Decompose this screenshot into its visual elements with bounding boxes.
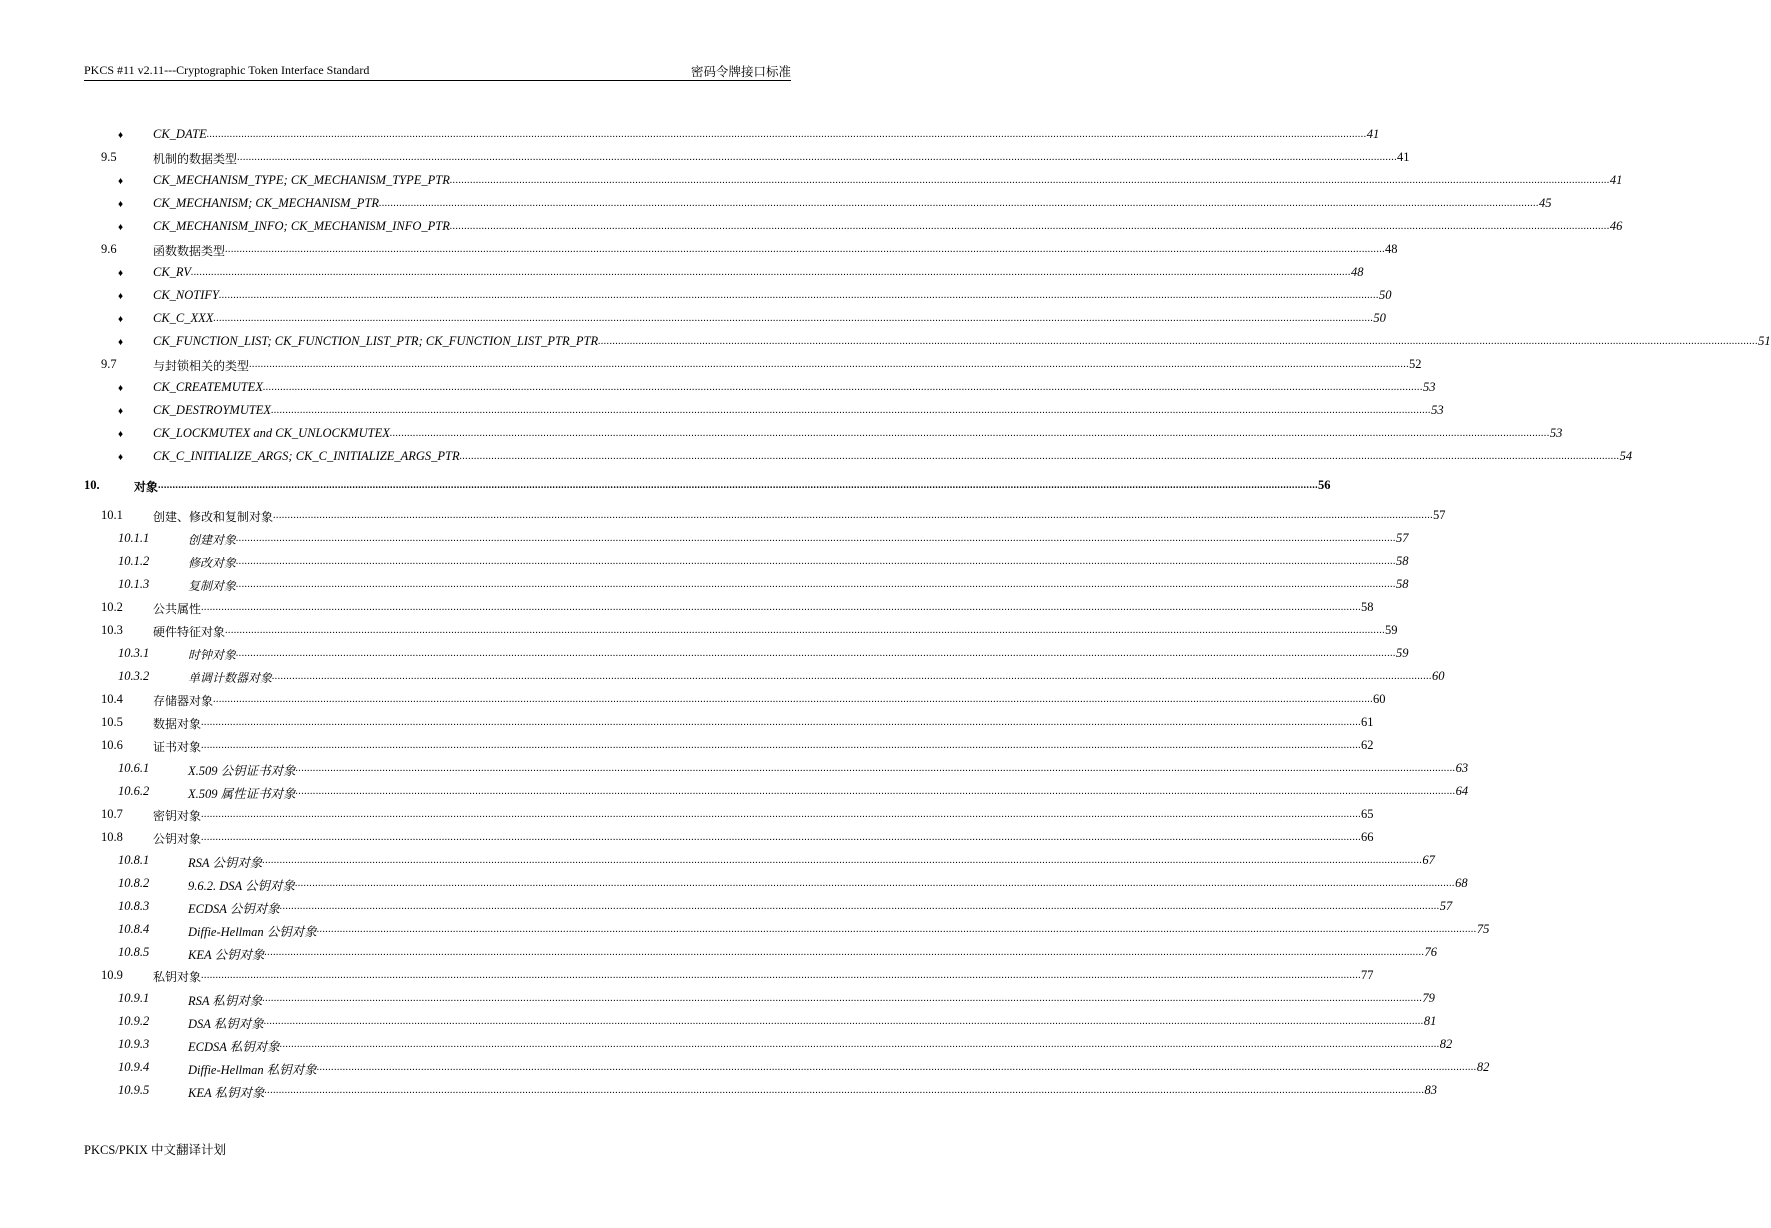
toc-entry[interactable] [0, 528, 1409, 551]
page-footer: PKCS/PKIX 中文翻译计划 [84, 1143, 227, 1157]
toc-entry[interactable] [0, 689, 1386, 712]
dot-leader: ................................................................................................................................................................................................................................................................................................................................................................................................................ [271, 405, 1432, 416]
toc-entry[interactable] [0, 475, 1331, 503]
dot-leader: ................................................................................................................................................................................................................................................................................................................................................................................................................ [213, 694, 1374, 705]
toc-entry-title: Diffie-Hellman 公钥对象 [188, 925, 317, 939]
toc-entry-page-number: 60 [1373, 692, 1386, 706]
toc-entry-leader-line [153, 311, 1386, 327]
toc-entry-title: CK_MECHANISM; CK_MECHANISM_PTR [153, 196, 380, 210]
toc-entry-title: CK_DESTROYMUTEX [153, 403, 272, 417]
toc-entry[interactable] [0, 1034, 1453, 1057]
toc-entry[interactable] [0, 827, 1374, 850]
toc-entry[interactable] [0, 1080, 1438, 1103]
toc-entry-title: 与封锁相关的类型 [153, 359, 250, 373]
toc-entry[interactable] [0, 423, 1563, 446]
toc-entry[interactable] [0, 193, 1552, 216]
toc-entry-leader-line [153, 150, 1410, 167]
toc-entry[interactable] [0, 735, 1374, 758]
toc-entry-title: RSA 公钥对象 [188, 856, 263, 870]
toc-entry-number: 10.5 [101, 715, 123, 729]
toc-entry-number: 10.9.2 [118, 1014, 150, 1028]
toc-entry-leader-line [188, 991, 1435, 1009]
dot-leader: ................................................................................................................................................................................................................................................................................................................................................................................................................ [201, 832, 1362, 843]
dot-leader: ................................................................................................................................................................................................................................................................................................................................................................................................................ [263, 1016, 1424, 1027]
toc-entry-page-number: 58 [1361, 600, 1374, 614]
toc-entry-leader-line [153, 807, 1374, 824]
dot-leader: ................................................................................................................................................................................................................................................................................................................................................................................................................ [237, 152, 1398, 163]
toc-entry[interactable] [0, 850, 1435, 873]
toc-entry-title: CK_LOCKMUTEX and CK_UNLOCKMUTEX [153, 426, 390, 440]
toc-entry-title: DSA 私钥对象 [188, 1017, 264, 1031]
toc-entry-page-number: 50 [1379, 288, 1392, 302]
toc-entry-leader-line [153, 623, 1398, 640]
toc-entry-title: CK_NOTIFY [153, 288, 219, 302]
toc-entry-leader-line [153, 968, 1374, 985]
dot-leader: ................................................................................................................................................................................................................................................................................................................................................................................................................ [295, 878, 1456, 889]
toc-entry[interactable] [0, 1057, 1490, 1080]
toc-entry-number: 10.6.2 [118, 784, 150, 798]
toc-entry-page-number: 65 [1361, 807, 1374, 821]
toc-entry-page-number: 81 [1423, 1014, 1437, 1028]
toc-entry-title: 创建、修改和复制对象 [153, 510, 274, 524]
toc-entry-title: 存储器对象 [153, 694, 214, 708]
page-header [84, 62, 791, 81]
bullet-icon: ♦ [118, 337, 124, 348]
toc-entry-leader-line [153, 715, 1374, 732]
toc-entry-title: CK_DATE [153, 127, 207, 141]
toc-entry-title: 单调计数器对象 [188, 671, 273, 685]
toc-entry[interactable] [0, 551, 1409, 574]
toc-entry-number: 10.8.5 [118, 945, 150, 959]
toc-entry-title: CK_C_XXX [153, 311, 214, 325]
toc-entry[interactable] [0, 942, 1438, 965]
toc-entry-title: 密钥对象 [153, 809, 202, 823]
toc-entry-title: CK_CREATEMUTEX [153, 380, 263, 394]
toc-entry-title: RSA 私钥对象 [188, 994, 263, 1008]
toc-entry[interactable] [0, 712, 1374, 735]
toc-entry-number: 9.5 [101, 150, 117, 164]
toc-entry-leader-line [188, 876, 1468, 894]
toc-entry-number: 10.2 [101, 600, 123, 614]
toc-entry-title: CK_MECHANISM_INFO; CK_MECHANISM_INFO_PTR [153, 219, 450, 233]
header-document-title: PKCS #11 v2.11---Cryptographic Token Interface Standard [84, 63, 370, 77]
bullet-icon: ♦ [118, 176, 124, 187]
table-of-contents [0, 124, 1771, 1103]
toc-entry-page-number: 53 [1422, 380, 1436, 394]
toc-entry-title: KEA 公钥对象 [188, 948, 265, 962]
toc-entry-page-number: 51 [1758, 334, 1771, 348]
toc-entry-page-number: 48 [1350, 265, 1364, 279]
toc-entry-number: 10.8.4 [118, 922, 150, 936]
toc-entry-leader-line [153, 173, 1623, 189]
dot-leader: ................................................................................................................................................................................................................................................................................................................................................................................................................ [279, 1039, 1440, 1050]
toc-entry-leader-line [153, 508, 1446, 525]
dot-leader: ................................................................................................................................................................................................................................................................................................................................................................................................................ [316, 1062, 1477, 1073]
toc-entry-number: 10.1 [101, 508, 123, 522]
bullet-icon: ♦ [118, 130, 124, 141]
toc-entry-title: ECDSA 私钥对象 [188, 1040, 280, 1054]
dot-leader: ................................................................................................................................................................................................................................................................................................................................................................................................................ [249, 359, 1410, 370]
toc-entry-page-number: 59 [1396, 646, 1409, 660]
toc-entry-number: 10.9.3 [118, 1037, 150, 1051]
toc-entry-page-number: 83 [1424, 1083, 1438, 1097]
bullet-icon: ♦ [118, 222, 124, 233]
toc-entry[interactable] [0, 147, 1410, 170]
toc-entry[interactable] [0, 597, 1374, 620]
toc-entry-leader-line [188, 1014, 1437, 1032]
toc-entry-leader-line [153, 426, 1563, 442]
toc-entry-page-number: 67 [1422, 853, 1435, 867]
toc-entry[interactable] [0, 965, 1374, 988]
toc-entry[interactable] [0, 505, 1446, 528]
dot-leader: ................................................................................................................................................................................................................................................................................................................................................................................................................ [262, 382, 1423, 393]
toc-entry-leader-line [153, 357, 1422, 374]
toc-entry-number: 10.9 [101, 968, 123, 982]
bullet-icon: ♦ [118, 268, 124, 279]
toc-entry-page-number: 41 [1366, 127, 1380, 141]
toc-entry-page-number: 54 [1619, 449, 1633, 463]
toc-entry-number: 10.3.2 [118, 669, 150, 683]
toc-entry[interactable] [0, 331, 1771, 354]
toc-entry-leader-line [153, 242, 1398, 259]
toc-entry[interactable] [0, 216, 1623, 239]
toc-entry-leader-line [153, 738, 1374, 755]
toc-entry-leader-line [188, 669, 1445, 686]
toc-entry-title: 公共属性 [153, 602, 202, 616]
toc-entry-leader-line [153, 380, 1436, 396]
toc-entry-page-number: 53 [1431, 403, 1444, 417]
toc-entry-leader-line [134, 478, 1331, 495]
toc-entry-page-number: 63 [1455, 761, 1469, 775]
toc-entry-leader-line [188, 577, 1409, 594]
toc-entry-leader-line [188, 922, 1490, 940]
toc-entry-number: 10.6 [101, 738, 123, 752]
toc-entry-title: 机制的数据类型 [153, 152, 238, 166]
toc-entry[interactable] [0, 170, 1623, 193]
toc-entry-number: 10.7 [101, 807, 123, 821]
toc-entry[interactable] [0, 873, 1468, 896]
bullet-icon: ♦ [118, 452, 124, 463]
bullet-icon: ♦ [118, 199, 124, 210]
toc-entry-leader-line [153, 403, 1444, 419]
bullet-icon: ♦ [118, 291, 124, 302]
toc-entry-title: X.509 公钥证书对象 [188, 764, 296, 778]
toc-entry-number: 10.3.1 [118, 646, 150, 660]
dot-leader: ................................................................................................................................................................................................................................................................................................................................................................................................................ [190, 267, 1351, 278]
toc-entry-page-number: 41 [1397, 150, 1410, 164]
toc-entry[interactable] [0, 377, 1436, 400]
dot-leader: ................................................................................................................................................................................................................................................................................................................................................................................................................ [272, 671, 1433, 682]
dot-leader: ................................................................................................................................................................................................................................................................................................................................................................................................................ [213, 313, 1374, 324]
toc-entry-title: X.509 属性证书对象 [188, 787, 296, 801]
dot-leader: ................................................................................................................................................................................................................................................................................................................................................................................................................ [279, 901, 1440, 912]
toc-entry-number: 10.3 [101, 623, 123, 637]
toc-entry[interactable] [0, 308, 1386, 331]
toc-entry-leader-line [153, 692, 1386, 709]
toc-entry-title: CK_C_INITIALIZE_ARGS; CK_C_INITIALIZE_ARGS_PTR [153, 449, 460, 463]
toc-entry-title: ECDSA 公钥对象 [188, 902, 280, 916]
toc-entry-page-number: 58 [1396, 554, 1409, 568]
toc-entry[interactable] [0, 919, 1490, 942]
toc-entry-title: 对象 [134, 480, 159, 494]
toc-entry-number: 10.8.1 [118, 853, 150, 867]
toc-entry-leader-line [188, 784, 1469, 802]
toc-entry-title: 函数数据类型 [153, 244, 226, 258]
toc-entry-number: 10.6.1 [118, 761, 150, 775]
dot-leader: ................................................................................................................................................................................................................................................................................................................................................................................................................ [236, 556, 1397, 567]
toc-entry[interactable] [0, 666, 1445, 689]
toc-entry-title: 复制对象 [188, 579, 237, 593]
toc-entry[interactable] [0, 643, 1409, 666]
toc-entry-leader-line [188, 531, 1409, 548]
toc-entry[interactable] [0, 781, 1469, 804]
toc-entry-page-number: 82 [1439, 1037, 1453, 1051]
toc-entry[interactable] [0, 896, 1453, 919]
toc-entry-leader-line [188, 945, 1438, 963]
toc-entry-page-number: 77 [1361, 968, 1374, 982]
dot-leader: ................................................................................................................................................................................................................................................................................................................................................................................................................ [379, 198, 1540, 209]
toc-entry-number: 9.6 [101, 242, 117, 256]
toc-entry-page-number: 76 [1424, 945, 1438, 959]
toc-entry-number: 10.9.4 [118, 1060, 150, 1074]
dot-leader: ................................................................................................................................................................................................................................................................................................................................................................................................................ [449, 175, 1610, 186]
toc-entry[interactable] [0, 574, 1409, 597]
toc-entry-page-number: 52 [1409, 357, 1422, 371]
dot-leader: ................................................................................................................................................................................................................................................................................................................................................................................................................ [219, 290, 1379, 301]
toc-entry-number: 9.7 [101, 357, 117, 371]
toc-entry-page-number: 57 [1433, 508, 1446, 522]
dot-leader: ................................................................................................................................................................................................................................................................................................................................................................................................................ [459, 451, 1620, 462]
toc-entry-number: 10.1.3 [118, 577, 150, 591]
dot-leader: ................................................................................................................................................................................................................................................................................................................................................................................................................ [295, 763, 1456, 774]
toc-entry-leader-line [153, 219, 1623, 235]
toc-entry-page-number: 50 [1373, 311, 1386, 325]
toc-entry-title: 创建对象 [188, 533, 237, 547]
toc-entry-title: CK_MECHANISM_TYPE; CK_MECHANISM_TYPE_PTR [153, 173, 450, 187]
toc-entry[interactable] [0, 804, 1374, 827]
toc-entry-leader-line [153, 600, 1374, 617]
toc-entry-leader-line [153, 196, 1552, 212]
toc-entry-leader-line [153, 288, 1392, 304]
dot-leader: ................................................................................................................................................................................................................................................................................................................................................................................................................ [262, 993, 1423, 1004]
toc-entry-leader-line [153, 449, 1633, 465]
toc-entry-page-number: 60 [1432, 669, 1445, 683]
toc-entry-leader-line [188, 646, 1409, 663]
toc-entry-page-number: 64 [1455, 784, 1469, 798]
dot-leader: ................................................................................................................................................................................................................................................................................................................................................................................................................ [225, 244, 1386, 255]
toc-entry-title: 数据对象 [153, 717, 202, 731]
toc-entry-leader-line [153, 334, 1771, 350]
toc-entry-page-number: 59 [1385, 623, 1398, 637]
toc-entry-page-number: 68 [1455, 876, 1468, 890]
toc-entry-page-number: 53 [1549, 426, 1563, 440]
toc-entry-leader-line [188, 1037, 1453, 1055]
toc-entry-number: 10.8.3 [118, 899, 150, 913]
toc-entry[interactable] [0, 400, 1444, 423]
toc-entry[interactable] [0, 620, 1398, 643]
toc-entry-leader-line [188, 1060, 1490, 1078]
toc-entry-leader-line [188, 554, 1409, 571]
bullet-icon: ♦ [118, 383, 124, 394]
dot-leader: ................................................................................................................................................................................................................................................................................................................................................................................................................ [158, 480, 1319, 491]
toc-entry-page-number: 58 [1396, 577, 1409, 591]
toc-entry-title: 修改对象 [188, 556, 237, 570]
toc-entry-title: 硬件特征对象 [153, 625, 226, 639]
toc-entry-page-number: 46 [1609, 219, 1623, 233]
toc-entry[interactable] [0, 758, 1469, 781]
toc-entry-number: 10.4 [101, 692, 123, 706]
toc-entry-page-number: 82 [1476, 1060, 1490, 1074]
toc-entry-page-number: 66 [1361, 830, 1374, 844]
dot-leader: ................................................................................................................................................................................................................................................................................................................................................................................................................ [201, 717, 1362, 728]
toc-entry-leader-line [153, 127, 1380, 143]
toc-entry-page-number: 57 [1439, 899, 1453, 913]
dot-leader: ................................................................................................................................................................................................................................................................................................................................................................................................................ [273, 510, 1434, 521]
toc-entry-title: KEA 私钥对象 [188, 1086, 265, 1100]
dot-leader: ................................................................................................................................................................................................................................................................................................................................................................................................................ [262, 855, 1423, 866]
toc-entry-leader-line [188, 899, 1453, 917]
toc-entry-title: CK_RV [153, 265, 191, 279]
toc-entry-leader-line [153, 830, 1374, 847]
toc-entry-title: 私钥对象 [153, 970, 202, 984]
toc-entry[interactable] [0, 1011, 1437, 1034]
dot-leader: ................................................................................................................................................................................................................................................................................................................................................................................................................ [236, 533, 1397, 544]
toc-entry-page-number: 45 [1539, 196, 1552, 210]
toc-entry-leader-line [188, 1083, 1438, 1101]
dot-leader: ................................................................................................................................................................................................................................................................................................................................................................................................................ [236, 579, 1397, 590]
dot-leader: ................................................................................................................................................................................................................................................................................................................................................................................................................ [264, 947, 1425, 958]
toc-entry-leader-line [188, 761, 1469, 779]
dot-leader: ................................................................................................................................................................................................................................................................................................................................................................................................................ [598, 336, 1759, 347]
toc-entry-title: 证书对象 [153, 740, 202, 754]
toc-entry[interactable] [0, 285, 1392, 308]
dot-leader: ................................................................................................................................................................................................................................................................................................................................................................................................................ [201, 970, 1362, 981]
dot-leader: ................................................................................................................................................................................................................................................................................................................................................................................................................ [264, 1085, 1425, 1096]
toc-entry[interactable] [0, 239, 1398, 262]
header-chinese-title: 密码令牌接口标准 [690, 64, 791, 79]
toc-entry[interactable] [0, 124, 1380, 147]
toc-entry-page-number: 48 [1385, 242, 1398, 256]
toc-entry-number: 10.1.1 [118, 531, 150, 545]
dot-leader: ................................................................................................................................................................................................................................................................................................................................................................................................................ [295, 786, 1456, 797]
toc-entry-title: Diffie-Hellman 私钥对象 [188, 1063, 317, 1077]
bullet-icon: ♦ [118, 429, 124, 440]
dot-leader: ................................................................................................................................................................................................................................................................................................................................................................................................................ [201, 740, 1362, 751]
toc-entry-page-number: 57 [1396, 531, 1409, 545]
toc-entry-page-number: 41 [1609, 173, 1623, 187]
toc-entry-page-number: 62 [1361, 738, 1374, 752]
toc-entry-title: 9.6.2. DSA 公钥对象 [188, 879, 296, 893]
dot-leader: ................................................................................................................................................................................................................................................................................................................................................................................................................ [316, 924, 1477, 935]
dot-leader: ................................................................................................................................................................................................................................................................................................................................................................................................................ [389, 428, 1550, 439]
toc-entry-number: 10.9.5 [118, 1083, 150, 1097]
toc-entry[interactable] [0, 988, 1435, 1011]
toc-entry-title: CK_FUNCTION_LIST; CK_FUNCTION_LIST_PTR; CK_FUNCTION_LIST_PTR_PTR [153, 334, 599, 348]
toc-entry-title: 时钟对象 [188, 648, 237, 662]
toc-entry-number: 10.8 [101, 830, 123, 844]
toc-entry[interactable] [0, 354, 1422, 377]
dot-leader: ................................................................................................................................................................................................................................................................................................................................................................................................................ [201, 809, 1362, 820]
toc-entry-page-number: 79 [1422, 991, 1435, 1005]
toc-entry-number: 10.1.2 [118, 554, 150, 568]
dot-leader: ................................................................................................................................................................................................................................................................................................................................................................................................................ [236, 648, 1397, 659]
toc-entry-page-number: 56 [1318, 478, 1331, 492]
bullet-icon: ♦ [118, 314, 124, 325]
toc-entry-leader-line [188, 853, 1435, 871]
toc-entry[interactable] [0, 262, 1364, 285]
toc-entry-page-number: 61 [1361, 715, 1374, 729]
dot-leader: ................................................................................................................................................................................................................................................................................................................................................................................................................ [201, 602, 1362, 613]
toc-entry-number: 10.9.1 [118, 991, 150, 1005]
toc-entry-number: 10. [84, 478, 100, 492]
toc-entry-title: 公钥对象 [153, 832, 202, 846]
toc-entry-number: 10.8.2 [118, 876, 150, 890]
bullet-icon: ♦ [118, 406, 124, 417]
dot-leader: ................................................................................................................................................................................................................................................................................................................................................................................................................ [225, 625, 1386, 636]
dot-leader: ................................................................................................................................................................................................................................................................................................................................................................................................................ [449, 221, 1610, 232]
toc-entry[interactable] [0, 446, 1633, 469]
toc-entry-page-number: 75 [1476, 922, 1490, 936]
dot-leader: ................................................................................................................................................................................................................................................................................................................................................................................................................ [206, 129, 1367, 140]
toc-entry-leader-line [153, 265, 1364, 281]
